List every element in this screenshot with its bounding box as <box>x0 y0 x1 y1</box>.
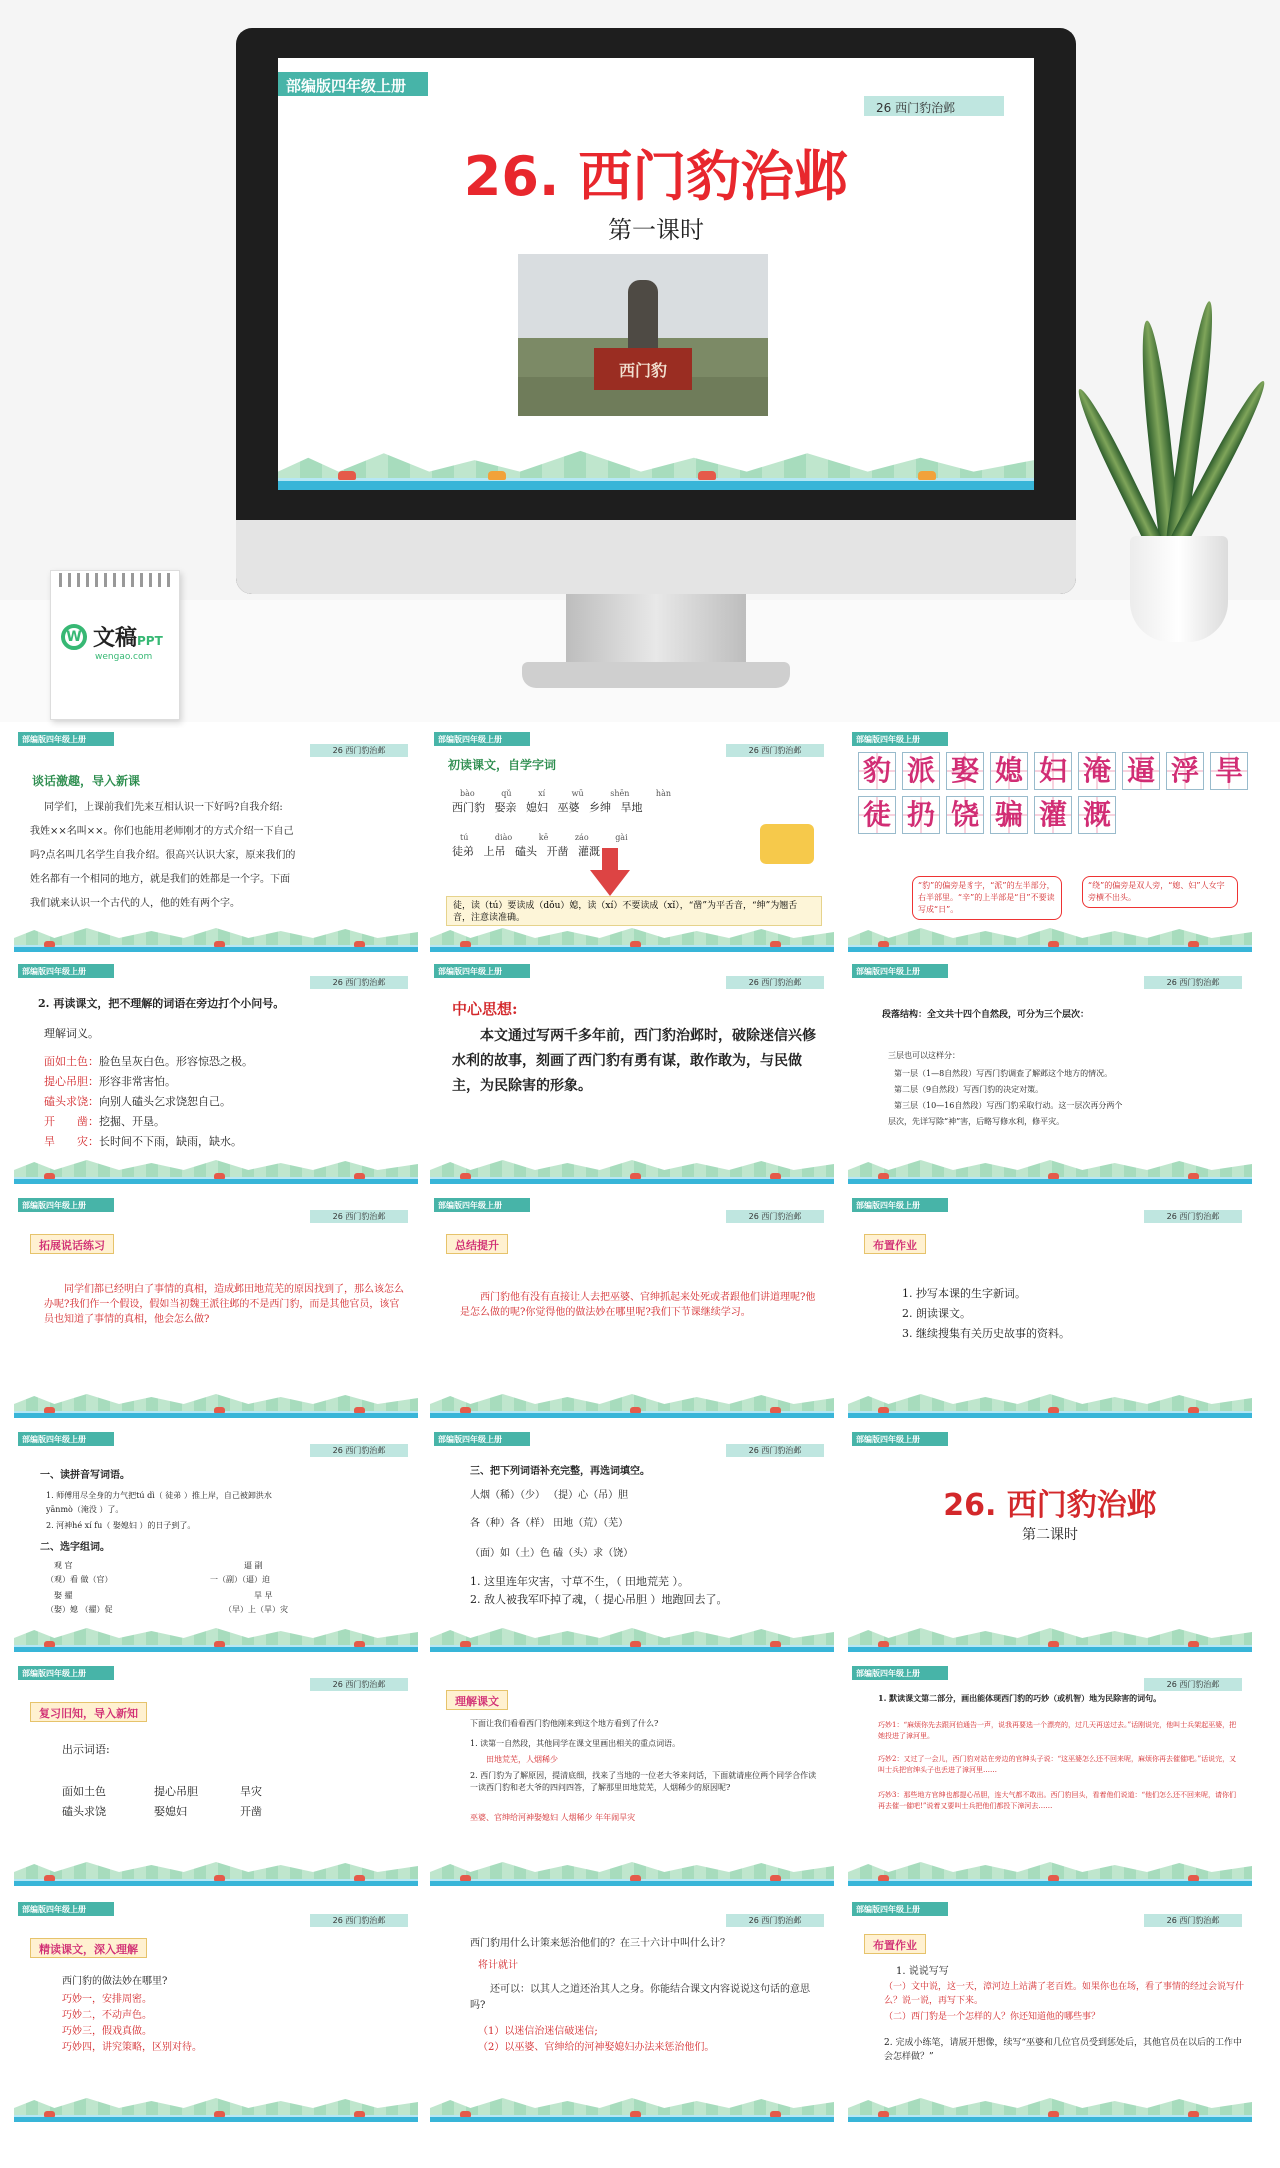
grade-tag: 部编版四年级上册 <box>434 1198 530 1212</box>
slide-thumbnail[interactable] <box>430 960 834 1184</box>
exercise-title: 二、选字组词。 <box>40 1542 110 1553</box>
idiom-line: （面）如（土）色 磕（头）求（饶） <box>470 1548 634 1559</box>
monitor-chin <box>236 520 1076 594</box>
car-icon <box>698 471 716 480</box>
lesson-tag: 26 西门豹治邺 <box>726 976 824 989</box>
fill-line: 1. 这里连年灾害，寸草不生，（ 田地荒芜 ）。 <box>470 1575 689 1588</box>
logo-calendar <box>50 570 180 720</box>
footer-band <box>14 1154 418 1184</box>
definition-row: 面如土色：脸色呈灰白色。形容惊恐之极。 <box>44 1055 253 1068</box>
grade-tag: 部编版四年级上册 <box>852 1902 948 1916</box>
choice-group: （观）看 做（官） <box>46 1575 113 1584</box>
vocab-word: 面如土色 <box>62 1785 106 1798</box>
clever-point: 巧妙3：那些地方官绅也都提心吊胆，连大气都不敢出。西门豹回头，看着他们说道：“他们怎么还不回来呢，请你们再去催一催吧!”说着又要叫士兵把他们都投下漳河去…… <box>878 1791 1237 1810</box>
choice-group: 观 官 <box>54 1561 73 1570</box>
character-cell: 骗 <box>990 796 1028 834</box>
clever-point: 巧妙1：“麻烦你先去跟河伯通告一声，说我再要选一个漂亮的，过几天再送过去。”话刚说完，他叫士兵架起巫婆，把她投进了漳河里。 <box>878 1721 1237 1740</box>
grade-tag: 部编版四年级上册 <box>852 1198 948 1212</box>
car-icon <box>918 471 936 480</box>
question-line: 西门豹用什么计策来惩治他们的？在三十六计中叫什么计？ <box>470 1938 730 1949</box>
character-cell: 娶 <box>946 752 984 790</box>
section-heading: 布置作业 <box>864 1934 926 1954</box>
stroke-note: “绕”的偏旁是双人旁，“媳、妇”人女字旁横不出头。 <box>1082 876 1238 908</box>
answer-line: 田地荒芜，人烟稀少 <box>486 1755 558 1764</box>
slide-thumbnail[interactable] <box>430 1662 834 1886</box>
slide-thumbnail[interactable] <box>848 1428 1252 1652</box>
exercise-line: yānmò（淹没 ）了。 <box>46 1505 124 1514</box>
grade-tag: 部编版四年级上册 <box>278 72 428 96</box>
footer-band <box>848 1856 1252 1886</box>
homework-item: 2. 朗读课文。 <box>902 1307 971 1320</box>
slide-thumbnail[interactable] <box>430 1898 834 2122</box>
title-slide-screen <box>278 58 1034 490</box>
arrow-down-icon <box>590 870 630 896</box>
footer-band <box>14 1856 418 1886</box>
paragraph-line: 同学们，上课前我们先来互相认识一下好吗?自我介绍: <box>44 802 283 813</box>
section-body: 西门豹他有没有直接让人去把巫婆、官绅抓起来处死或者跟他们讲道理呢?他是怎么做的呢?你觉得他的做法妙在哪里呢?我们下节课继续学习。 <box>460 1292 816 1318</box>
intro-label: 出示词语: <box>62 1743 110 1756</box>
brand-logo-icon: W <box>61 624 87 650</box>
homework-item: 1. 抄写本课的生字新词。 <box>902 1287 1026 1300</box>
character-cell: 扔 <box>902 796 940 834</box>
pinyin-line: tú diào kē záo gài <box>460 833 628 842</box>
step-line: 1. 读第一自然段，其他同学在课文里画出相关的重点词语。 <box>470 1739 681 1748</box>
lesson-tag: 26 西门豹治邺 <box>1144 976 1242 989</box>
lesson-tag: 26 西门豹治邺 <box>310 1444 408 1457</box>
grade-tag: 部编版四年级上册 <box>18 1666 114 1680</box>
brand-name: 文稿PPT <box>93 626 163 651</box>
brand-site: wengao.com <box>95 652 153 662</box>
clever-point: 巧妙2：又过了一会儿，西门豹对站在旁边的官绅头子说：“这巫婆怎么还不回来呢，麻烦你再去催催吧。”话说完，又叫士兵把官绅头子也丢进了漳河里…… <box>878 1755 1237 1774</box>
arrow-down-icon <box>602 848 618 872</box>
lesson-tag: 26 西门豹治邺 <box>726 1444 824 1457</box>
vocab-word: 娶媳妇 <box>154 1805 187 1818</box>
clever-point: 巧妙一，安排周密。 <box>62 1994 152 2005</box>
grade-tag: 部编版四年级上册 <box>18 1432 114 1446</box>
structure-line: 第三层（10—16自然段）写西门豹采取行动。这一层次再分两个 <box>894 1101 1123 1110</box>
clever-point: 巧妙二，不动声色。 <box>62 2010 152 2021</box>
question-line: 西门豹的做法妙在哪里? <box>62 1976 168 1987</box>
vocab-word: 开凿 <box>240 1805 262 1818</box>
homework-item: 2. 完成小练笔，请展开想像，续写“巫婆和几位官员受到惩处后，其他官员在以后的工作中会怎样做？” <box>884 2038 1243 2062</box>
structure-title: 段落结构：全文共十四个自然段，可分为三个层次： <box>882 1010 1090 1020</box>
footer-band <box>430 1388 834 1418</box>
vocab-word: 提心吊胆 <box>154 1785 198 1798</box>
calendar-rings <box>59 573 171 587</box>
pronunciation-tip: 徒，读（tú）要读成（dǒu）媳，读（xí）不要读成（xǐ），“凿”为平舌音，“绅”为翘舌音，注意读准确。 <box>446 896 822 926</box>
idiom-line: 人烟（稀）（少） （提）心（吊）胆 <box>470 1490 629 1501</box>
footer-band <box>14 1622 418 1652</box>
answer-line: 将计就计 <box>478 1960 518 1971</box>
grade-tag: 部编版四年级上册 <box>852 1432 948 1446</box>
clever-point: 巧妙四，讲究策略，区别对待。 <box>62 2042 202 2053</box>
stroke-note: “豹”的偏旁是豸字，“派”的左半部分，右半部里。“辛”的上半部是“目”不要读写成“日”。 <box>912 876 1062 920</box>
structure-line: 层次，先详写除“神”害，后略写修水利，修平灾。 <box>888 1117 1065 1126</box>
statue-plaque: 西门豹 <box>594 348 692 390</box>
choice-group: 娶 擢 <box>54 1591 73 1600</box>
answer-line: 巫婆、官绅给河神娶媳妇 人烟稀少 年年闹旱灾 <box>470 1813 636 1822</box>
slide-thumbnail[interactable] <box>848 1898 1252 2122</box>
lesson-tag: 26 西门豹治邺 <box>310 976 408 989</box>
footer-band <box>848 1622 1252 1652</box>
slide-thumbnail[interactable] <box>848 960 1252 1184</box>
slide-thumbnail[interactable] <box>14 1194 418 1418</box>
choice-group: 旱 早 <box>254 1591 273 1600</box>
footer-band <box>14 2092 418 2122</box>
choice-group: 一（副）（逼）迫 <box>210 1575 270 1584</box>
car-icon <box>488 471 506 480</box>
character-cell: 灌 <box>1034 796 1072 834</box>
lesson-subtitle: 第一课时 <box>608 216 704 244</box>
slide-thumbnail[interactable] <box>14 1898 418 2122</box>
section-heading: 总结提升 <box>446 1234 508 1254</box>
choice-group: （早）上（旱）灾 <box>224 1605 288 1614</box>
section-heading: 初读课文，自学字词 <box>448 758 557 772</box>
character-grid <box>858 752 1248 834</box>
choice-group: 逼 副 <box>244 1561 263 1570</box>
footer-band <box>848 2092 1252 2122</box>
grade-tag: 部编版四年级上册 <box>18 1198 114 1212</box>
definition-row: 旱 灾：长时间不下雨，缺雨，缺水。 <box>44 1135 242 1148</box>
footer-band <box>430 1154 834 1184</box>
monitor-stand <box>566 594 746 668</box>
slide-thumbnail[interactable] <box>14 960 418 1184</box>
footer-band <box>430 2092 834 2122</box>
definition-row: 磕头求饶：向别人磕头乞求饶恕自己。 <box>44 1095 231 1108</box>
section-heading: 谈话激趣，导入新课 <box>32 774 141 788</box>
homework-item: （二）西门豹是一个怎样的人？你还知道他的哪些事？ <box>884 2012 1101 2022</box>
section-heading: 理解课文 <box>446 1690 508 1710</box>
footer-band <box>430 1856 834 1886</box>
character-cell: 媳 <box>990 752 1028 790</box>
grade-tag: 部编版四年级上册 <box>18 732 114 746</box>
exercise-title: 一、读拼音写词语。 <box>40 1470 130 1481</box>
task-title: 2. 再读课文，把不理解的词语在旁边打个小问号。 <box>38 997 285 1010</box>
lesson-tag: 26 西门豹治邺 <box>726 1210 824 1223</box>
slide-thumbnail[interactable] <box>14 728 418 952</box>
character-cell: 溉 <box>1078 796 1116 834</box>
structure-line: 第二层（9自然段）写西门豹的决定对策。 <box>894 1085 1044 1094</box>
grade-tag: 部编版四年级上册 <box>852 732 948 746</box>
character-cell: 徒 <box>858 796 896 834</box>
idiom-line: 各（种）各（样） 田地（荒）（芜） <box>470 1518 629 1529</box>
slide-thumbnail[interactable] <box>430 1428 834 1652</box>
structure-line: 三层也可以这样分： <box>888 1051 960 1060</box>
slide-thumbnail[interactable] <box>848 1194 1252 1418</box>
footer-band <box>848 922 1252 952</box>
paragraph-line: 我姓××名叫××。你们也能用老师刚才的方式介绍一下自己 <box>30 826 294 837</box>
lesson-subtitle: 第二课时 <box>1022 1527 1078 1543</box>
slide-thumbnail[interactable] <box>14 1428 418 1652</box>
task-title: 1. 默读课文第二部分，画出能体现西门豹的巧妙（或机智）地为民除害的词句。 <box>878 1693 1162 1703</box>
lesson-tag: 26 西门豹治邺 <box>310 744 408 757</box>
fill-line: 2. 敌人被我军吓掉了魂，（ 提心吊胆 ）地跑回去了。 <box>470 1593 728 1606</box>
section-heading: 精读课文，深入理解 <box>30 1938 147 1958</box>
character-cell: 派 <box>902 752 940 790</box>
homework-item: 3. 继续搜集有关历史故事的资料。 <box>902 1327 1070 1340</box>
paragraph-line: 还可以：以其人之道还治其人之身。你能结合课文内容说说这句话的意思吗? <box>470 1984 810 2011</box>
slide-thumbnail[interactable] <box>14 1662 418 1886</box>
lesson-tag: 26 西门豹治邺 <box>310 1914 408 1927</box>
footer-band <box>430 1622 834 1652</box>
slide-thumbnail[interactable] <box>848 1662 1252 1886</box>
grade-tag: 部编版四年级上册 <box>18 964 114 978</box>
pinyin-line: bào qǔ xí wū shēn hàn <box>460 789 671 798</box>
step-line: 2. 西门豹为了解原因，提清底细，找来了当地的一位老大爷来问话，下面就请座位两个同学合作读一读西门豹和老大爷的四问四答，了解那里田地荒芜，人烟稀少的原因呢? <box>470 1771 817 1792</box>
section-heading: 拓展说话练习 <box>30 1234 114 1254</box>
homework-item: （一）文中说，这一天，漳河边上站满了老百姓。如果你也在场，看了事情的经过会说写什么？说一说，再写下来。 <box>884 1982 1245 2006</box>
character-cell: 旱 <box>1210 752 1248 790</box>
monitor-base <box>522 662 790 688</box>
lesson-title: 26. 西门豹治邺 <box>463 145 849 208</box>
structure-line: 第一层（1—8自然段）写西门豹调查了解邺这个地方的情况。 <box>894 1069 1113 1078</box>
lesson-tag: 26 西门豹治邺 <box>726 1914 824 1927</box>
plant-pot <box>1130 536 1228 642</box>
lesson-title: 26. 西门豹治邺 <box>943 1488 1157 1523</box>
footer-band <box>14 1388 418 1418</box>
choice-group: （娶）媳 （擢）促 <box>46 1605 113 1614</box>
lesson-tag: 26 西门豹治邺 <box>726 744 824 757</box>
potted-plant <box>1090 300 1260 700</box>
homework-item: 1. 说说写写 <box>896 1966 949 1977</box>
definition-row: 开 凿：挖掘、开垦。 <box>44 1115 165 1128</box>
answer-line: （1）以迷信治迷信破迷信; <box>478 2026 598 2037</box>
lesson-tag: 26 西门豹治邺 <box>1144 1678 1242 1691</box>
lesson-tag: 26 西门豹治邺 <box>1144 1914 1242 1927</box>
character-cell: 豹 <box>858 752 896 790</box>
paragraph-line: 姓名都有一个相同的地方，就是我们的姓都是一个字。下面 <box>30 874 290 885</box>
grade-tag: 部编版四年级上册 <box>852 964 948 978</box>
slide-thumbnail[interactable] <box>430 728 834 952</box>
definition-row: 提心吊胆：形容非常害怕。 <box>44 1075 176 1088</box>
character-cell: 妇 <box>1034 752 1072 790</box>
footer-band <box>430 922 834 952</box>
character-cell: 逼 <box>1122 752 1160 790</box>
grade-tag: 部编版四年级上册 <box>852 1666 948 1680</box>
task-subtitle: 理解词义。 <box>44 1027 99 1040</box>
exercise-line: 2. 河神hé xí fu（ 娶媳妇 ）的日子到了。 <box>46 1521 196 1530</box>
answer-line: （2）以巫婆、官绅给的河神娶媳妇办法来惩治他们。 <box>478 2042 715 2053</box>
exercise-title: 三、把下列词语补充完整，再选词填空。 <box>470 1466 650 1477</box>
grade-tag: 部编版四年级上册 <box>18 1902 114 1916</box>
vocab-word: 旱灾 <box>240 1785 262 1798</box>
statue-photo <box>518 254 768 416</box>
paragraph-line: 我们就来认识一个古代的人，他的姓有两个字。 <box>30 898 240 909</box>
word-line: 徒弟 上吊 磕头 开凿 灌溉 <box>452 845 600 858</box>
slide-thumbnail[interactable] <box>848 728 1252 952</box>
slide-thumbnail[interactable] <box>430 1194 834 1418</box>
character-cell: 淹 <box>1078 752 1116 790</box>
lesson-tag: 26 西门豹治邺 <box>310 1210 408 1223</box>
word-line: 西门豹 娶亲 媳妇 巫婆 乡绅 旱地 <box>452 801 643 814</box>
footer-band <box>14 922 418 952</box>
student-reading-icon <box>760 824 814 864</box>
grade-tag: 部编版四年级上册 <box>434 964 530 978</box>
section-heading: 布置作业 <box>864 1234 926 1254</box>
main-idea-heading: 中心思想: <box>452 1000 518 1018</box>
lesson-tag: 26 西门豹治邺 <box>864 96 1004 116</box>
footer-band <box>848 1388 1252 1418</box>
lesson-tag: 26 西门豹治邺 <box>310 1678 408 1691</box>
clever-point: 巧妙三，假戏真做。 <box>62 2026 152 2037</box>
footer-band <box>848 1154 1252 1184</box>
paragraph-line: 吗?点名叫几名学生自我介绍。很高兴认识大家，原来我们的 <box>30 850 296 861</box>
character-cell: 饶 <box>946 796 984 834</box>
grade-tag: 部编版四年级上册 <box>434 1432 530 1446</box>
lesson-tag: 26 西门豹治邺 <box>1144 1210 1242 1223</box>
character-cell: 浮 <box>1166 752 1204 790</box>
section-heading: 复习旧知，导入新知 <box>30 1702 147 1722</box>
question-line: 下面让我们看看西门豹他刚来到这个地方看到了什么? <box>470 1719 659 1728</box>
section-body: 同学们都已经明白了事情的真相，造成邺田地荒芜的原因找到了，那么该怎么办呢?我们作一个假设，假如当初魏王派往邺的不是西门豹，而是其他官员，该官员也知道了事情的真相，他会怎么做? <box>44 1284 404 1325</box>
vocab-word: 磕头求饶 <box>62 1805 106 1818</box>
exercise-line: 1. 师傅用尽全身的力气把tú dì（ 徒弟 ）推上岸，自己被卸洪水 <box>46 1491 272 1500</box>
grade-tag: 部编版四年级上册 <box>434 732 530 746</box>
car-icon <box>338 471 356 480</box>
main-idea-body: 本文通过写两千多年前，西门豹治邺时，破除迷信兴修水利的故事，刻画了西门豹有勇有谋，敢作敢为，与民做主，为民除害的形象。 <box>452 1028 816 1094</box>
